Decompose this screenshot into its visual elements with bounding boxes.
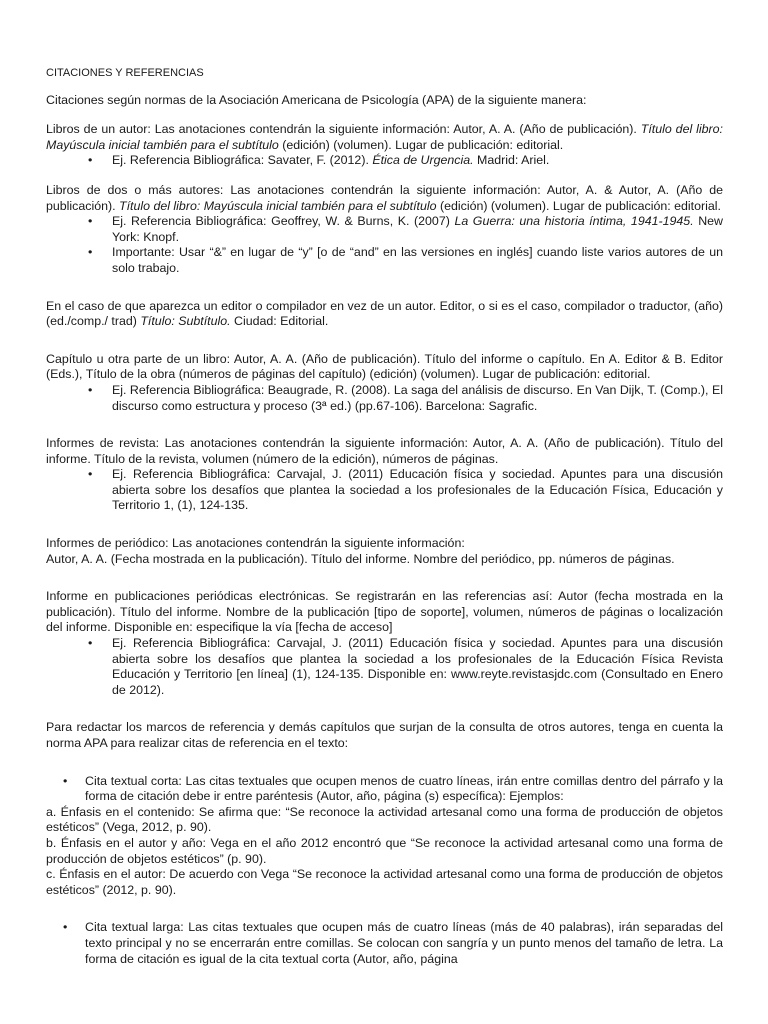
section-book-chapter bbox=[46, 352, 723, 414]
section-books-multiple-authors bbox=[46, 183, 723, 277]
section-books-one-author bbox=[46, 122, 723, 169]
document-page bbox=[46, 66, 723, 967]
paragraph-book-chapter: Capítulo u otra parte de un libro: Autor, A. A. (Año de publicación). Título del informe o capítulo. En A. Editor & B. Editor (Eds.), Título de la obra (números de páginas del capítulo) (edición) (volumen). Lugar de publicación: editorial. bbox=[46, 351, 723, 382]
list-item: • Cita textual larga: Las citas textuales que ocupen más de cuatro líneas (más de 40 palabras), irán separadas del texto principal y no se encerrarán entre comillas. Se colocan con sangría y un punto menos del tamaño de letra. La forma de citación es igual de la cita textual corta (Autor, año, página bbox=[46, 920, 723, 967]
section-editor bbox=[46, 299, 723, 330]
example-b: b. Énfasis en el autor y año: Vega en el año 2012 encontró que “Se reconoce la actividad artesanal como una forma de producción de objetos estéticos” (p. 90). bbox=[46, 835, 723, 866]
paragraph-newspaper-intro: Informes de periódico: Las anotaciones contendrán la siguiente información: bbox=[46, 536, 465, 551]
paragraph-electronic-publications: Informe en publicaciones periódicas electrónicas. Se registrarán en las referencias así: Autor (fecha mostrada en la publicación). Título del informe. Nombre de la publicación [tipo de soporte], volumen, números de páginas o localización del informe. Disponible en: especifique la vía [fecha de acceso] bbox=[46, 589, 723, 635]
section-newspaper-reports bbox=[46, 536, 723, 567]
section-citation-guidance bbox=[46, 720, 723, 751]
document-heading: CITACIONES Y REFERENCIAS bbox=[46, 67, 204, 79]
list-item: • Cita textual corta: Las citas textuales que ocupen menos de cuatro líneas, irán entre comillas dentro del párrafo y la forma de citación debe ir entre paréntesis (Autor, año, página (s) específica): Ejemplos: bbox=[46, 774, 723, 805]
list-item: • Ej. Referencia Bibliográfica: Carvajal, J. (2011) Educación física y sociedad. Apuntes para una discusión abierta sobre los desafíos que plantea la sociedad a los profesionales de la Educación Física, Educación y Territorio 1, (1), 124-135. bbox=[46, 467, 723, 514]
paragraph-books-multiple-authors: Libros de dos o más autores: Las anotaciones contendrán la siguiente información: Autor, A. & Autor, A. (Año de publicación). Título del libro: Mayúscula inicial también para el subtítulo (edición) (volumen). Lugar de publicación: editorial. bbox=[46, 182, 723, 213]
list-item: • Ej. Referencia Bibliográfica: Geoffrey, W. & Burns, K. (2007) La Guerra: una historia íntima, 1941-1945. New York: Knopf. bbox=[46, 214, 723, 245]
list-item: • Ej. Referencia Bibliográfica: Savater, F. (2012). Ética de Urgencia. Madrid: Ariel. bbox=[46, 153, 723, 169]
example-c: c. Énfasis en el autor: De acuerdo con Vega “Se reconoce la actividad artesanal como una forma de producción de objetos estéticos” (2012, p. 90). bbox=[46, 867, 723, 897]
example-a: a. Énfasis en el contenido: Se afirma que: “Se reconoce la actividad artesanal como una forma de producción de objetos estéticos” (Vega, 2012, p. 90). bbox=[46, 804, 723, 835]
section-short-quote bbox=[46, 774, 723, 899]
paragraph-editor: En el caso de que aparezca un editor o compilador en vez de un autor. Editor, o si es el caso, compilador o traductor, (año) (ed./comp./ trad) Título: Subtítulo. Ciudad: Editorial. bbox=[46, 298, 723, 329]
list-item: • Ej. Referencia Bibliográfica: Beaugrade, R. (2008). La saga del análisis de discurso. En Van Dijk, T. (Comp.), El discurso como estructura y proceso (3ª ed.) (pp.67-106). Barcelona: Sagrafic. bbox=[46, 383, 723, 414]
paragraph-newspaper-format: Autor, A. A. (Fecha mostrada en la publicación). Título del informe. Nombre del periódico, pp. números de páginas. bbox=[46, 551, 675, 566]
section-journal-reports bbox=[46, 436, 723, 514]
paragraph-journal-reports: Informes de revista: Las anotaciones contendrán la siguiente información: Autor, A. A. (Año de publicación). Título del informe. Título de la revista, volumen (número de la edición), números de páginas. bbox=[46, 436, 723, 466]
list-item: • Importante: Usar “&” en lugar de “y” [o de “and” en las versiones en inglés] cuando liste varios autores de un solo trabajo. bbox=[46, 245, 723, 276]
section-electronic-publications bbox=[46, 589, 723, 698]
intro-paragraph: Citaciones según normas de la Asociación Americana de Psicología (APA) de la siguiente manera: bbox=[46, 92, 587, 107]
list-item: • Ej. Referencia Bibliográfica: Carvajal, J. (2011) Educación física y sociedad. Apuntes para una discusión abierta sobre los desafíos que plantea la sociedad a los profesionales de la Educación Física Revista Educación y Territorio [en línea] (1), 124-135. Disponible en: www.reyte.revistasjdc.com (Consultado en Enero de 2012). bbox=[46, 636, 723, 698]
paragraph-books-one-author: Libros de un autor: Las anotaciones contendrán la siguiente información: Autor, A. A. (Año de publicación). Título del libro: Mayúscula inicial también para el subtítulo (edición) (volumen). Lugar de publicación: editorial. bbox=[46, 122, 723, 152]
section-long-quote bbox=[46, 920, 723, 967]
paragraph-citation-guidance: Para redactar los marcos de referencia y demás capítulos que surjan de la consulta de otros autores, tenga en cuenta la norma APA para realizar citas de referencia en el texto: bbox=[46, 720, 723, 750]
